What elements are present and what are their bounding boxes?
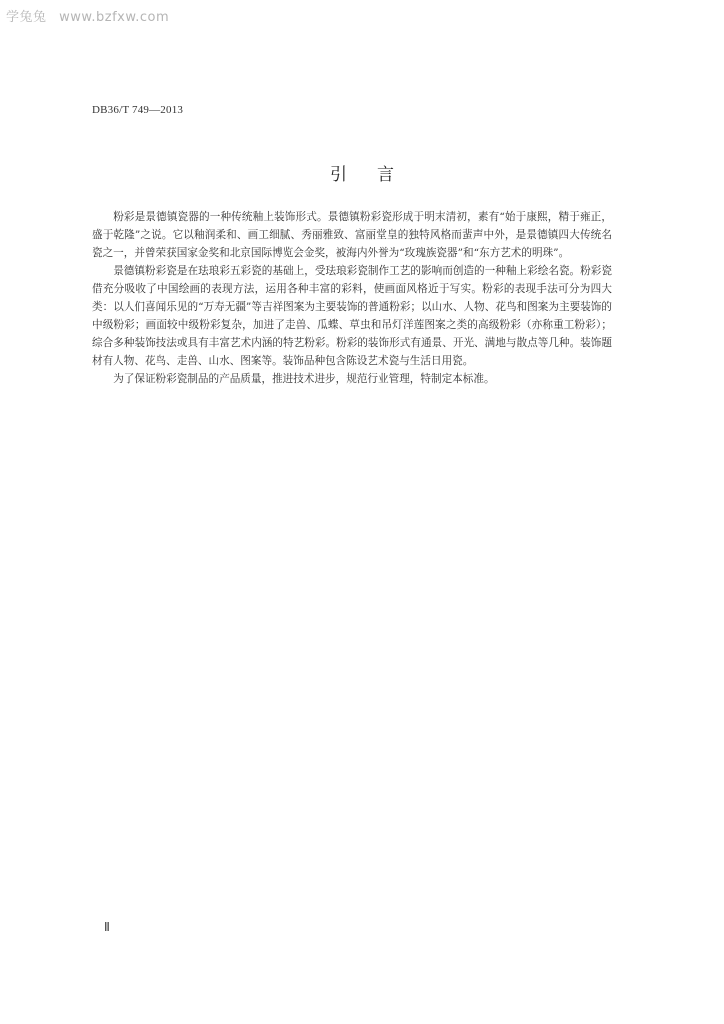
page-title: 引言 (330, 165, 424, 185)
watermark-brand: 学兔兔 (6, 10, 47, 25)
paragraph-1: 粉彩是景德镇瓷器的一种传统釉上装饰形式。景德镇粉彩瓷形成于明末清初，素有“始于康熙，精于雍正，盛于乾隆”之说。它以釉润柔和、画工细腻、秀丽雅致、富丽堂皇的独特风格而蜚声中外，是景德镇四大传统名瓷之一，并曾荣获国家金奖和北京国际博览会金奖，被海内外誉为“玫瑰族瓷器”和“东方艺术的明珠”。 (92, 211, 612, 259)
page-number: Ⅱ (104, 920, 110, 934)
paragraph-3: 为了保证粉彩瓷制品的产品质量，推进技术进步，规范行业管理，特制定本标准。 (113, 373, 495, 385)
watermark-site: www.bzfxw.com (59, 10, 170, 25)
body-text (92, 208, 612, 388)
paragraph-2: 景德镇粉彩瓷是在珐琅彩五彩瓷的基础上，受珐琅彩瓷制作工艺的影响而创造的一种釉上彩绘名瓷。粉彩瓷借充分吸收了中国绘画的表现方法，运用各种丰富的彩料，使画面风格近于写实。粉彩的表现手法可分为四大类：以人们喜闻乐见的“万寿无疆”等吉祥图案为主要装饰的普通粉彩；以山水、人物、花鸟和图案为主要装饰的中级粉彩；画面较中级粉彩复杂，加进了走兽、瓜蝶、草虫和吊灯洋莲图案之类的高级粉彩（亦称重工粉彩）；综合多种装饰技法或具有丰富艺术内涵的特艺粉彩。粉彩的装饰形式有通景、开光、满地与散点等几种。装饰题材有人物、花鸟、走兽、山水、图案等。装饰品种包含陈设艺术瓷与生活日用瓷。 (92, 265, 612, 367)
document-code: DB36/T 749—2013 (92, 104, 184, 116)
watermark (6, 6, 169, 25)
